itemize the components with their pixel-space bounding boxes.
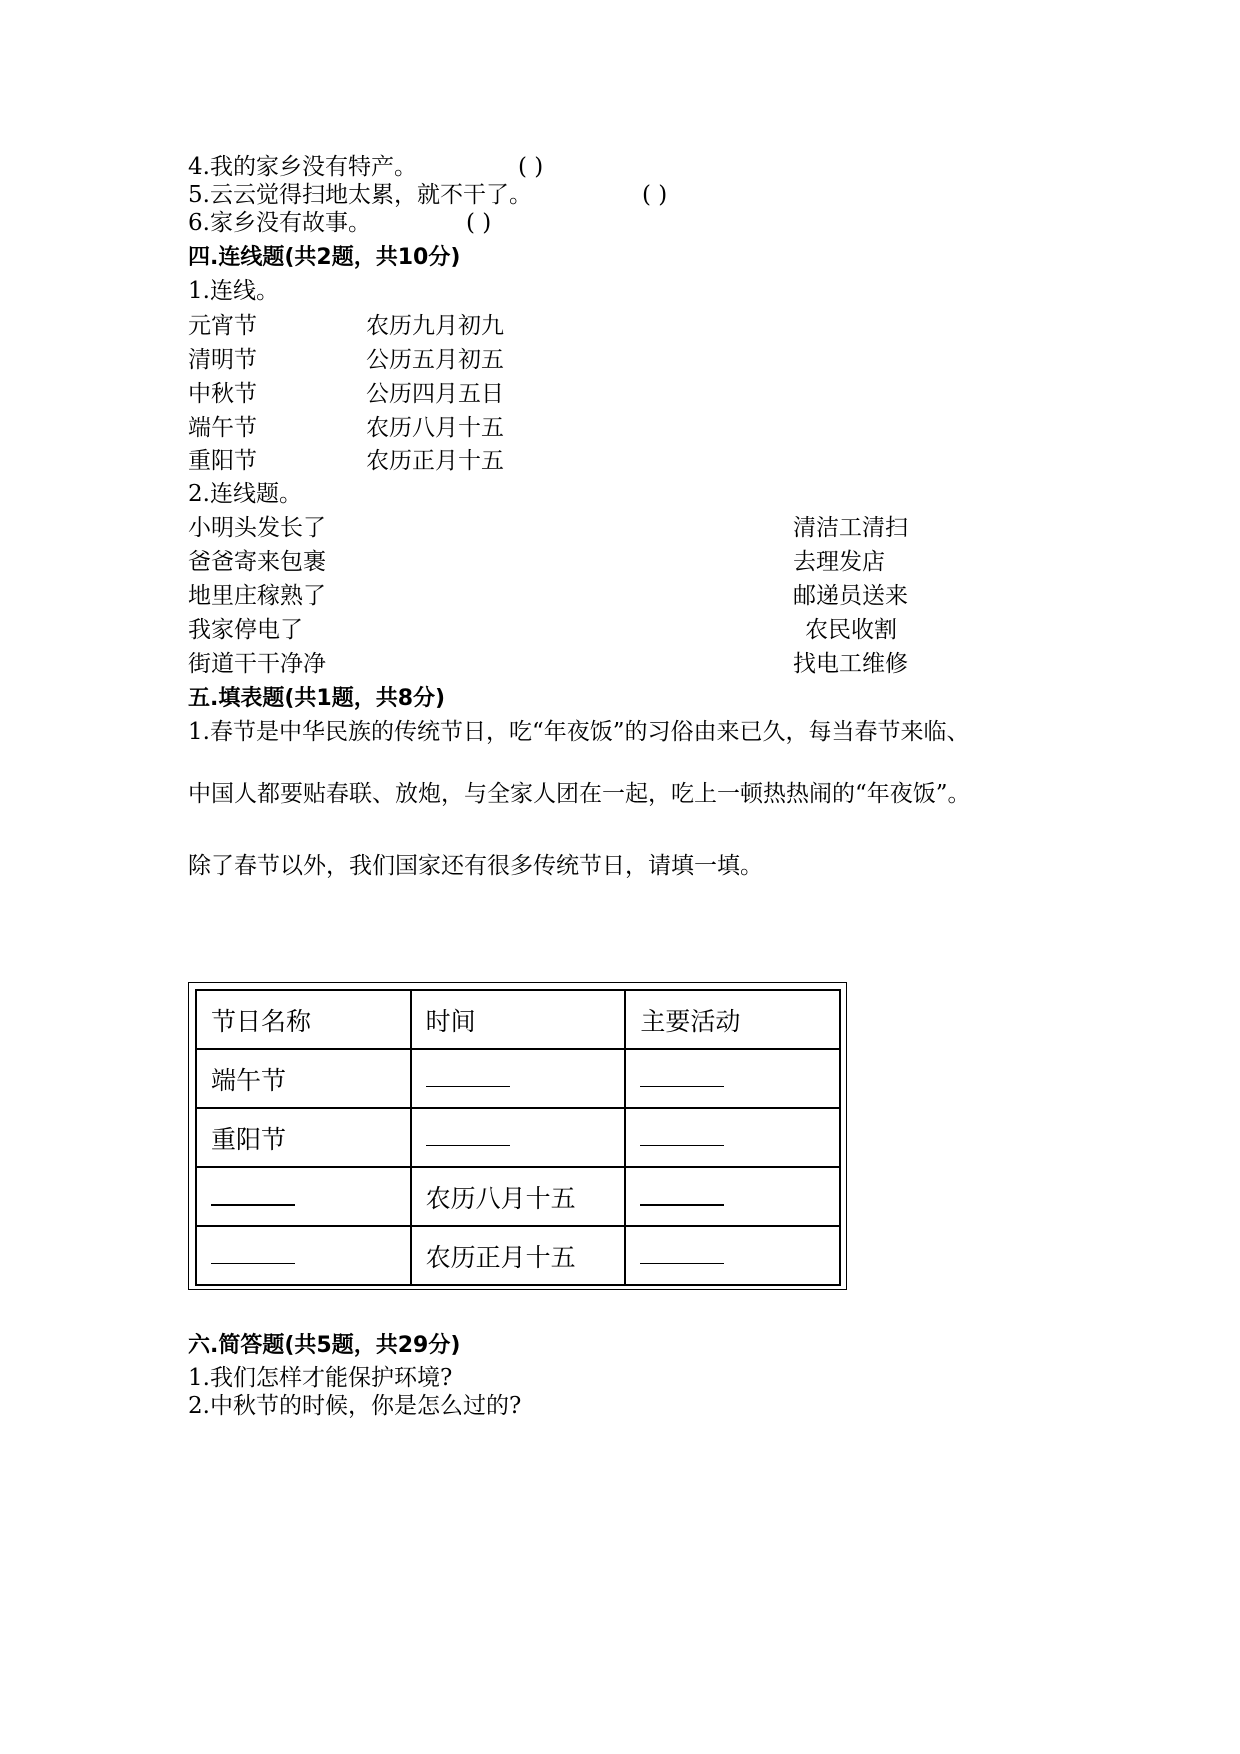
cell-blank[interactable]	[411, 1049, 626, 1108]
fill-blank-line[interactable]	[426, 1123, 510, 1146]
festival-left-2: 清明节	[188, 347, 257, 373]
cell-blank[interactable]	[411, 1108, 626, 1167]
action-right-4: 农民收割	[805, 617, 897, 643]
festival-table	[195, 989, 841, 1286]
table-header-row	[196, 990, 840, 1049]
header-festival-name: 节日名称	[196, 990, 411, 1049]
header-time: 时间	[411, 990, 626, 1049]
section-6-title: 六.简答题(共5题，共29分)	[188, 1333, 461, 1358]
cell-blank[interactable]	[625, 1226, 840, 1285]
action-right-2: 去理发店	[793, 549, 885, 575]
fill-blank-line[interactable]	[640, 1241, 724, 1264]
section-4-title: 四.连线题(共2题，共10分)	[188, 245, 461, 270]
judge-item-6: 6.家乡没有故事。	[188, 210, 371, 236]
festival-left-3: 中秋节	[188, 381, 257, 407]
date-right-5: 农历正月十五	[366, 448, 504, 474]
action-right-3: 邮递员送来	[793, 583, 908, 609]
short-answer-q1: 1.我们怎样才能保护环境?	[188, 1365, 453, 1391]
section-5-title: 五.填表题(共1题，共8分)	[188, 686, 446, 711]
action-right-5: 找电工维修	[793, 651, 908, 677]
fill-blank-line[interactable]	[211, 1241, 295, 1264]
answer-parens-4: ( )	[518, 154, 544, 180]
answer-parens-6: ( )	[466, 210, 492, 236]
judge-item-4: 4.我的家乡没有特产。	[188, 154, 417, 180]
cell-time: 农历正月十五	[411, 1226, 626, 1285]
situation-left-4: 我家停电了	[188, 617, 303, 643]
festival-left-1: 元宵节	[188, 313, 257, 339]
cell-blank[interactable]	[196, 1226, 411, 1285]
cell-festival: 重阳节	[196, 1108, 411, 1167]
action-right-1: 清洁工清扫	[793, 515, 908, 541]
fill-blank-line[interactable]	[426, 1064, 510, 1087]
situation-left-2: 爸爸寄来包裹	[188, 549, 326, 575]
date-right-2: 公历五月初五	[366, 347, 504, 373]
fill-blank-line[interactable]	[640, 1123, 724, 1146]
cell-time: 农历八月十五	[411, 1167, 626, 1226]
table-row	[196, 1226, 840, 1285]
matching-q2-label: 2.连线题。	[188, 481, 302, 507]
date-right-3: 公历四月五日	[366, 381, 504, 407]
answer-parens-5: ( )	[642, 182, 668, 208]
festival-left-5: 重阳节	[188, 448, 257, 474]
paragraph-line-1: 1.春节是中华民族的传统节日，吃“年夜饭”的习俗由来已久，每当春节来临、	[188, 719, 970, 745]
table-row	[196, 1167, 840, 1226]
date-right-4: 农历八月十五	[366, 415, 504, 441]
fill-blank-line[interactable]	[640, 1064, 724, 1087]
short-answer-q2: 2.中秋节的时候，你是怎么过的?	[188, 1393, 522, 1419]
table-row	[196, 1108, 840, 1167]
fill-blank-line[interactable]	[211, 1182, 295, 1206]
table-row	[196, 1049, 840, 1108]
paragraph-line-3: 除了春节以外，我们国家还有很多传统节日，请填一填。	[188, 853, 763, 879]
fill-blank-line[interactable]	[640, 1182, 724, 1206]
situation-left-1: 小明头发长了	[188, 515, 326, 541]
date-right-1: 农历九月初九	[366, 313, 504, 339]
cell-blank[interactable]	[625, 1049, 840, 1108]
situation-left-5: 街道干干净净	[188, 651, 326, 677]
situation-left-3: 地里庄稼熟了	[188, 583, 326, 609]
cell-blank[interactable]	[625, 1167, 840, 1226]
header-activity: 主要活动	[625, 990, 840, 1049]
cell-blank[interactable]	[625, 1108, 840, 1167]
cell-festival: 端午节	[196, 1049, 411, 1108]
matching-q1-label: 1.连线。	[188, 278, 279, 304]
judge-item-5: 5.云云觉得扫地太累，就不干了。	[188, 182, 532, 208]
cell-blank[interactable]	[196, 1167, 411, 1226]
paragraph-line-2: 中国人都要贴春联、放炮，与全家人团在一起，吃上一顿热热闹的“年夜饭”。	[188, 781, 971, 807]
festival-left-4: 端午节	[188, 415, 257, 441]
